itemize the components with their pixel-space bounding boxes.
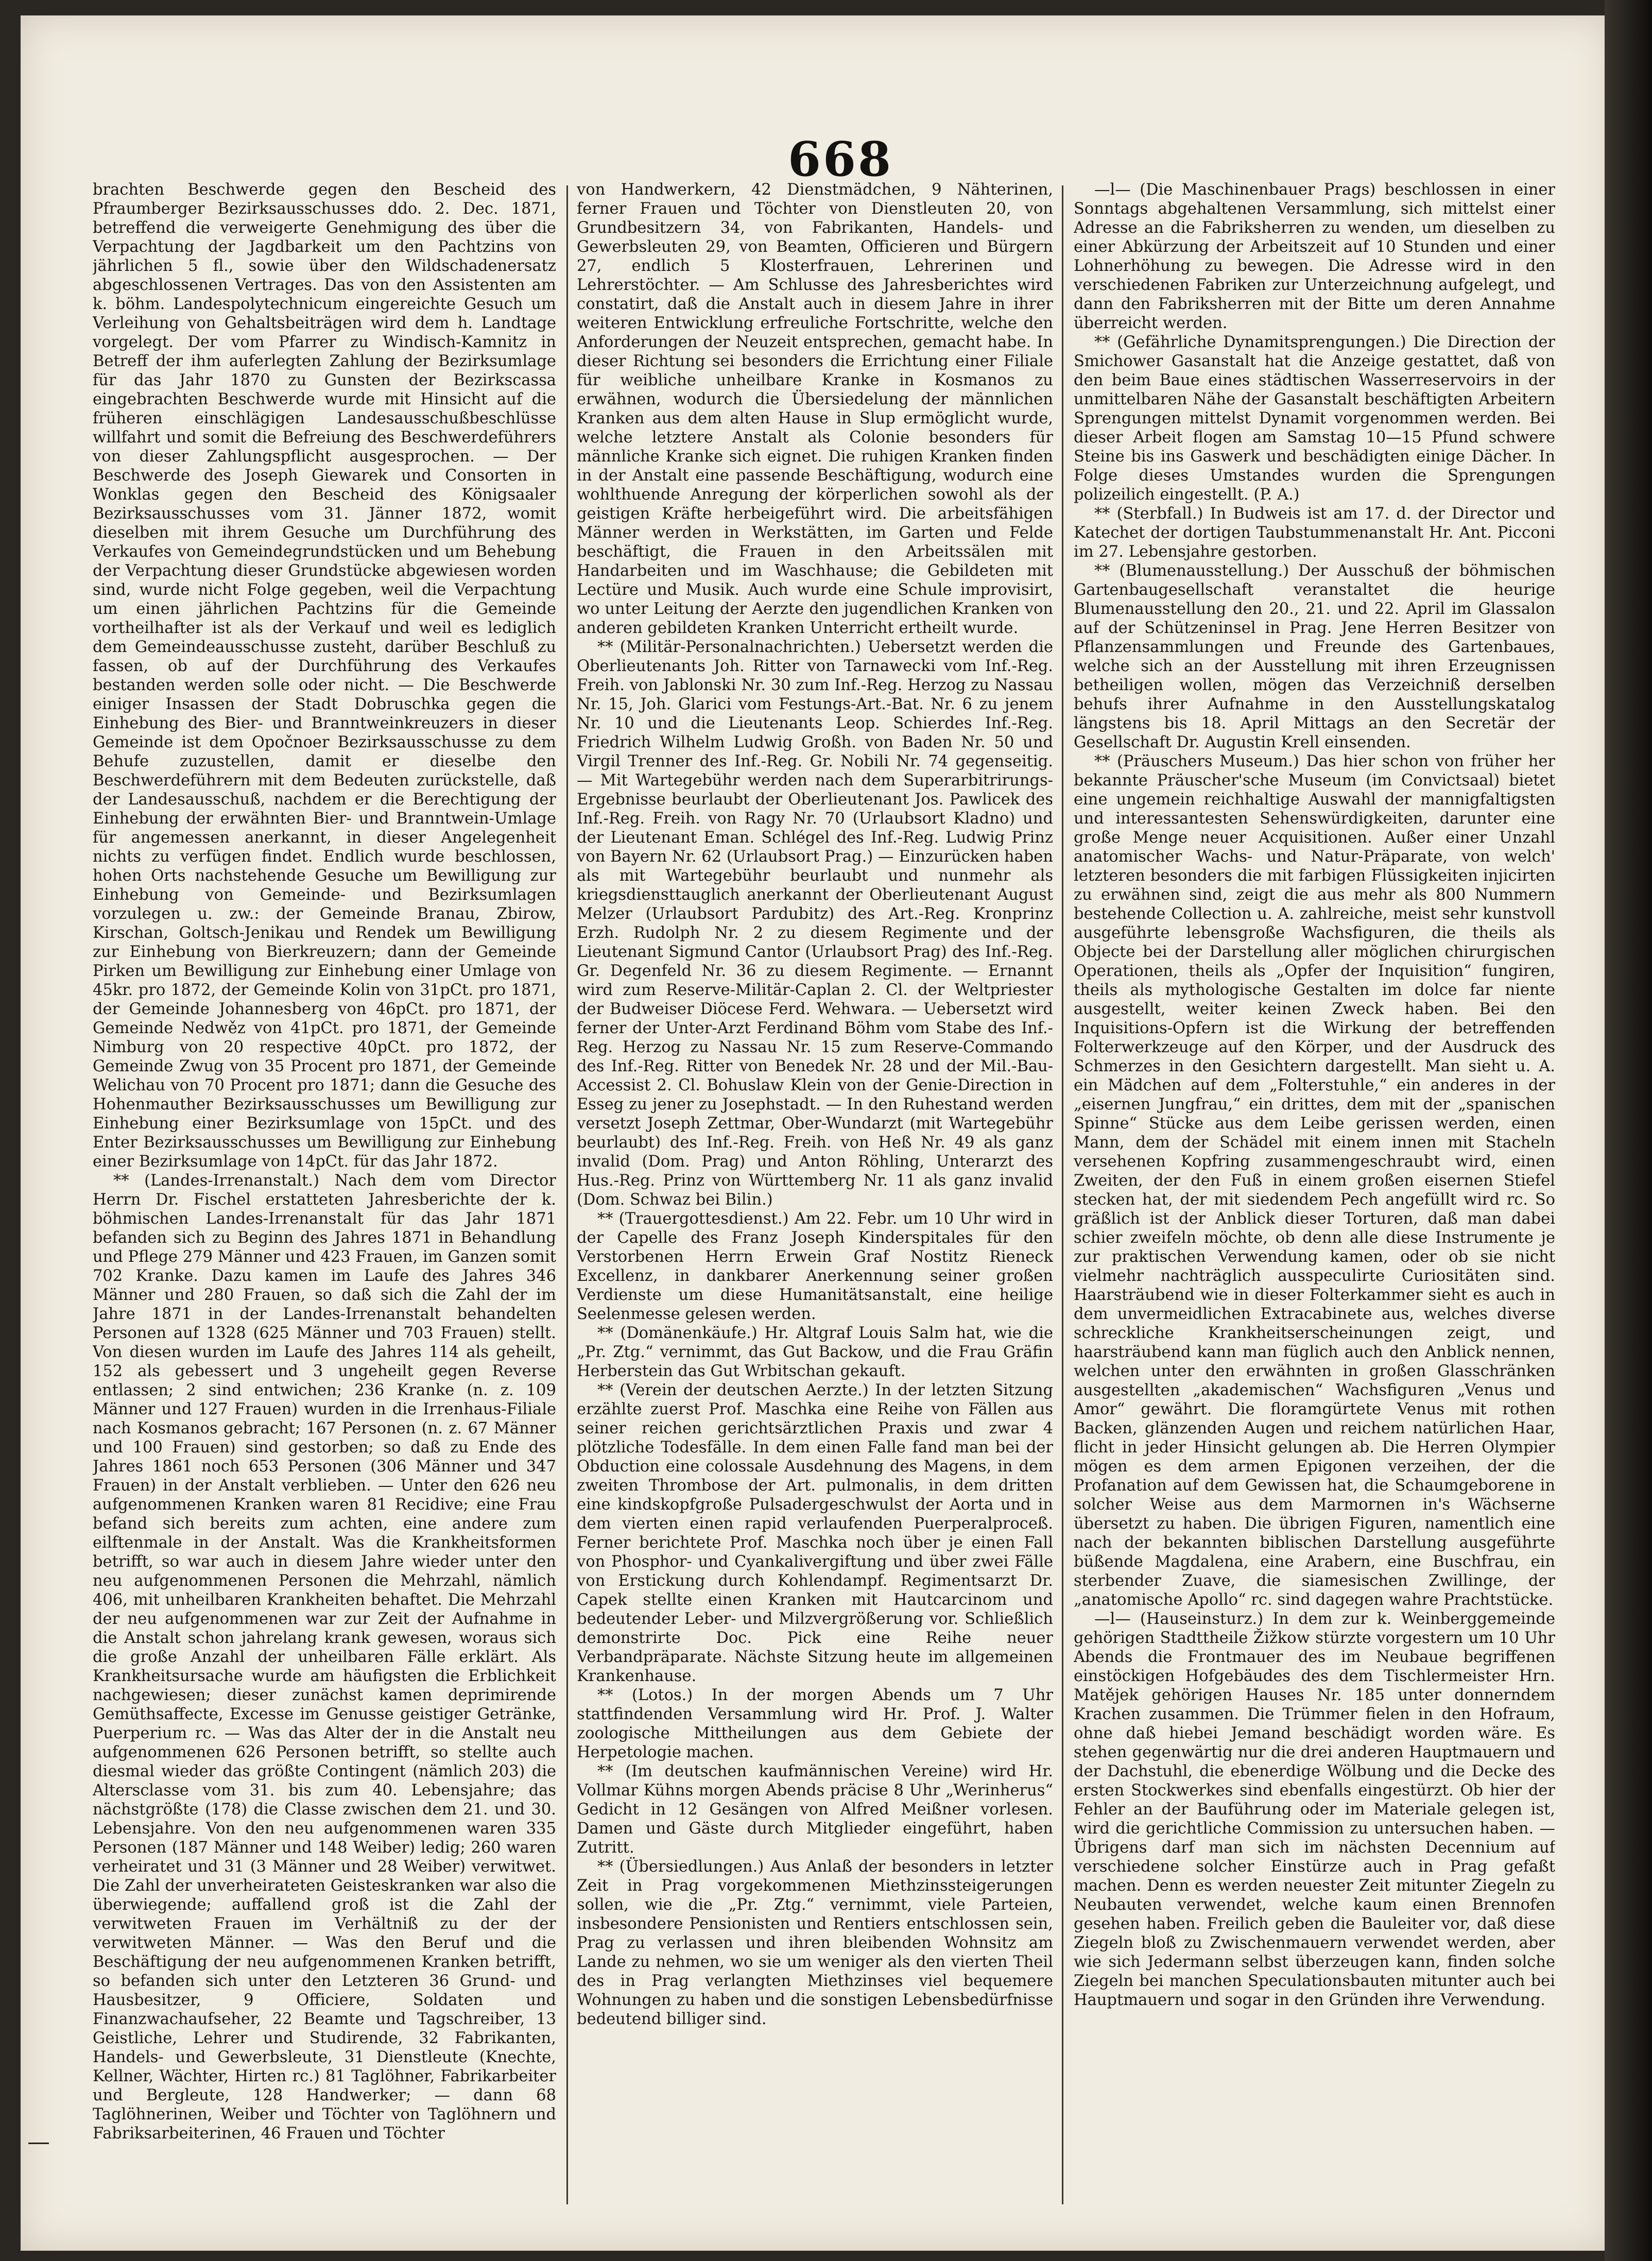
article-paragraph: ** (Landes-Irrenanstalt.) Nach dem vom Director Herrn Dr. Fischel erstatteten Jahresberichte der k. böhmischen Landes-Irrenanstalt für das Jahr 1871 befanden sich zu Beginn des Jahres 1871 in Behandlung und Pflege 279 Männer und 423 Frauen, im Ganzen somit 702 Kranke. Dazu kamen im Laufe des Jahres 346 Männer und 280 Frauen, so daß sich die Zahl der im Jahre 1871 in der Landes-Irrenanstalt behandelten Personen auf 1328 (625 Männer und 703 Frauen) stellt. Von diesen wurden im Laufe des Jahres 114 als geheilt, 152 als gebessert und 3 ungeheilt gegen Reverse entlassen; 2 sind entwichen; 236 Kranke (n. z. 109 Männer und 127 Frauen) wurden in die Irrenhaus-Filiale nach Kosmanos gebracht; 167 Personen (n. z. 67 Männer und 100 Frauen) sind gestorben; so daß zu Ende des Jahres 1861 noch 653 Personen (306 Männer und 347 Frauen) in der Anstalt verblieben. — Unter den 626 neu aufgenommenen Kranken waren 81 Recidive; eine Frau befand sich bereits zum achten, eine andere zum eilftenmale in der Anstalt. Was die Krankheitsformen betrifft, so war auch in diesem Jahre wieder unter den neu aufgenommenen Personen die Mehrzahl, nämlich 406, mit unheilbaren Krankheiten behaftet. Die Mehrzahl der neu aufgenommenen war zur Zeit der Aufnahme in die Anstalt schon jahrelang krank gewesen, woraus sich die große Anzahl der unheilbaren Fälle erklärt. Als Krankheitsursache wurde am häufigsten die Erblichkeit nachgewiesen; dieser zunächst kamen deprimirende Gemüthsaffecte, Excesse im Genusse geistiger Getränke, Puerperium rc. — Was das Alter der in die Anstalt neu aufgenommenen 626 Personen betrifft, so stellte auch diesmal wieder das größte Contingent (nämlich 203) die Altersclasse vom 31. bis zum 40. Lebensjahre; das nächstgrößte (178) die Classe zwischen dem 21. und 30. Lebensjahre. Von den neu aufgenommenen waren 335 Personen (187 Männer und 148 Weiber) ledig; 260 waren verheiratet und 31 (3 Männer und 28 Weiber) verwitwet. Die Zahl der unverheirateten Geisteskranken war also die überwiegende; auffallend groß ist die Zahl der verwitweten Frauen im Verhältniß zu der der verwitweten Männer. — Was den Beruf und die Beschäftigung der neu aufgenommenen Kranken betrifft, so befanden sich unter den Letzteren 36 Grund- und Hausbesitzer, 9 Officiere, Soldaten und Finanzwachaufseher, 22 Beamte und Tagschreiber, 13 Geistliche, Lehrer und Studirende, 32 Fabrikanten, Handels- und Gewerbsleute, 31 Dienstleute (Knechte, Kellner, Wächter, Hirten rc.) 81 Taglöhner, Fabrikarbeiter und Bergleute, 128 Handwerker; — dann 68 Taglöhnerinen, Weiber und Töchter von Taglöhnern und Fabriksarbeiterinen, 46 Frauen und Töchter xyxy=(93,1172,556,2143)
article-paragraph: —l— (Die Maschinenbauer Prags) beschlossen in einer Sonntags abgehaltenen Versammlung, sich mittelst einer Adresse an die Fabriksherren zu wenden, um dieselben zu einer Abkürzung der Arbeitszeit auf 10 Stunden und einer Lohnerhöhung zu bewegen. Die Adresse wird in den verschiedenen Fabriken zur Unterzeichnung aufgelegt, und dann den Fabriksherren mit der Bitte um deren Annahme überreicht werden. xyxy=(1074,181,1555,332)
article-paragraph: ** (Lotos.) In der morgen Abends um 7 Uhr stattfindenden Versammlung wird Hr. Prof. J. Walter zoologische Mittheilungen aus dem Gebiete der Herpetologie machen. xyxy=(577,1686,1053,1761)
article-paragraph: brachten Beschwerde gegen den Bescheid des Pfraumberger Bezirksausschusses ddo. 2. Dec. 1871, betreffend die verweigerte Genehmigung des über die Verpachtung der Jagdbarkeit um den Pachtzins von jährlichen 5 fl., sowie über den Wildschadenersatz abgeschlossenen Vertrages. Das von den Assistenten am k. böhm. Landespolytechnicum eingereichte Gesuch um Verleihung von Gehaltsbeiträgen wird dem h. Landtage vorgelegt. Der vom Pfarrer zu Windisch-Kamnitz in Betreff der ihm auferlegten Zahlung der Bezirksumlage für das Jahr 1870 zu Gunsten der Bezirkscassa eingebrachten Beschwerde wurde mit Hinsicht auf die früheren einschlägigen Landesausschußbeschlüsse willfahrt und somit die Befreiung des Beschwerdeführers von dieser Zahlungspflicht ausgesprochen. — Der Beschwerde des Joseph Giewarek und Consorten in Wonklas gegen den Bescheid des Königsaaler Bezirksausschusses vom 31. Jänner 1872, womit dieselben mit ihrem Gesuche um Durchführung des Verkaufes von Gemeindegrundstücken und um Behebung der Verpachtung dieser Grundstücke abgewiesen worden sind, wurde nicht Folge gegeben, weil die Verpachtung um einen jährlichen Pachtzins für die Gemeinde vortheilhafter ist als der Verkauf und weil es lediglich dem Gemeindeausschusse zusteht, darüber Beschluß zu fassen, ob auf der Durchführung des Verkaufes bestanden werden solle oder nicht. — Die Beschwerde einiger Insassen der Stadt Dobruschka gegen die Einhebung des Bier- und Branntweinkreuzers in dieser Gemeinde ist dem Opočnoer Bezirksausschusse zu dem Behufe zuzustellen, damit er dieselbe den Beschwerdeführern mit dem Bedeuten zurückstelle, daß der Landesausschuß, nachdem er die Berechtigung der Einhebung der erwähnten Bier- und Branntwein-Umlage für angemessen anerkannt, in dieser Angelegenheit nichts zu verfügen findet. Endlich wurde beschlossen, hohen Orts nachstehende Gesuche um Bewilligung zur Einhebung von Gemeinde- und Bezirksumlagen vorzulegen u. zw.: der Gemeinde Branau, Zbirow, Kirschan, Goltsch-Jenikau und Rendek um Bewilligung zur Einhebung von Bierkreuzern; dann der Gemeinde Pirken um Bewilligung zur Einhebung einer Umlage von 45kr. pro 1872, der Gemeinde Kolin von 31pCt. pro 1871, der Gemeinde Johannesberg von 46pCt. pro 1871, der Gemeinde Nedwěz von 41pCt. pro 1871, der Gemeinde Nimburg von 20 respective 40pCt. pro 1872, der Gemeinde Zwug von 35 Procent pro 1871, der Gemeinde Welichau von 70 Procent pro 1871; dann die Gesuche des Hohenmauther Bezirksausschusses um Bewilligung zur Einhebung einer Bezirksumlage von 15pCt. und des Enter Bezirksausschusses um Bewilligung zur Einhebung einer Bezirksumlage von 14pCt. für das Jahr 1872. xyxy=(93,181,556,1171)
article-paragraph: ** (Militär-Personalnachrichten.) Uebersetzt werden die Oberlieutenants Joh. Ritter von Tarnawecki vom Inf.-Reg. Freih. von Jablonski Nr. 30 zum Inf.-Reg. Herzog zu Nassau Nr. 15, Joh. Glarici vom Festungs-Art.-Bat. Nr. 6 zu jenem Nr. 10 und die Lieutenants Leop. Schierdes Inf.-Reg. Friedrich Wilhelm Ludwig Großh. von Baden Nr. 50 und Virgil Trenner des Inf.-Reg. Gr. Nobili Nr. 74 gegenseitig. — Mit Wartegebühr werden nach dem Superarbitrirungs-Ergebnisse beurlaubt der Oberlieutenant Jos. Pawlicek des Inf.-Reg. Freih. von Ragy Nr. 70 (Urlaubsort Kladno) und der Lieutenant Eman. Schlégel des Inf.-Reg. Ludwig Prinz von Bayern Nr. 62 (Urlaubsort Prag.) — Einzurücken haben als mit Wartegebühr beurlaubt und nunmehr als kriegsdiensttauglich anerkannt der Oberlieutenant August Melzer (Urlaubsort Pardubitz) des Art.-Reg. Kronprinz Erzh. Rudolph Nr. 2 zu diesem Regimente und der Lieutenant Sigmund Cantor (Urlaubsort Prag) des Inf.-Reg. Gr. Degenfeld Nr. 36 zu diesem Regimente. — Ernannt wird zum Reserve-Militär-Caplan 2. Cl. der Weltpriester der Budweiser Diöcese Ferd. Wehwara. — Uebersetzt wird ferner der Unter-Arzt Ferdinand Böhm vom Stabe des Inf.-Reg. Herzog zu Nassau Nr. 15 zum Reserve-Commando des Inf.-Reg. Ritter von Benedek Nr. 28 und der Mil.-Bau-Accessist 2. Cl. Bohuslaw Klein von der Genie-Direction in Esseg zu jener zu Josephstadt. — In den Ruhestand werden versetzt Joseph Zettmar, Ober-Wundarzt (mit Wartegebühr beurlaubt) des Inf.-Reg. Freih. von Heß Nr. 49 als ganz invalid (Dom. Prag) und Anton Röhling, Unterarzt des Hus.-Reg. Prinz von Württemberg Nr. 11 als ganz invalid (Dom. Schwaz bei Bilin.) xyxy=(577,638,1053,1209)
column-1 xyxy=(93,180,556,2209)
article-paragraph: von Handwerkern, 42 Dienstmädchen, 9 Nähterinen, ferner Frauen und Töchter von Dienstleuten 20, von Grundbesitzern 34, von Fabrikanten, Handels- und Gewerbsleuten 29, von Beamten, Officieren und Bürgern 27, endlich 5 Klosterfrauen, Lehrerinen und Lehrerstöchter. — Am Schlusse des Jahresberichtes wird constatirt, daß die Anstalt auch in diesem Jahre in ihrer weiteren Entwicklung erfreuliche Fortschritte, welche den Anforderungen der Neuzeit entsprechen, gemacht habe. In dieser Richtung sei besonders die Errichtung einer Filiale für weibliche unheilbare Kranke in Kosmanos zu erwähnen, wodurch die Übersiedelung der männlichen Kranken aus dem alten Hause in Slup ermöglicht wurde, welche letztere Anstalt als Colonie besonders für männliche Kranke sich eignet. Die ruhigen Kranken finden in der Anstalt eine passende Beschäftigung, wodurch eine wohlthuende Anregung der körperlichen sowohl als der geistigen Kräfte herbeigeführt wird. Die arbeitsfähigen Männer werden in Werkstätten, im Garten und Felde beschäftigt, die Frauen in den Arbeitssälen mit Handarbeiten und im Waschhause; die Gebildeten mit Lectüre und Musik. Auch wurde eine Schule improvisirt, wo unter Leitung der Aerzte den jugendlichen Kranken von anderen gebildeten Kranken Unterricht ertheilt wurde. xyxy=(577,181,1053,637)
column-2 xyxy=(577,180,1053,2209)
article-paragraph: ** (Im deutschen kaufmännischen Vereine) wird Hr. Vollmar Kühns morgen Abends präcise 8 Uhr „Werinherus“ Gedicht in 12 Gesängen von Alfred Meißner vorlesen. Damen und Gäste durch Mitglieder eingeführt, haben Zutritt. xyxy=(577,1762,1053,1857)
article-paragraph: ** (Domänenkäufe.) Hr. Altgraf Louis Salm hat, wie die „Pr. Ztg.“ vernimmt, das Gut Backow, und die Frau Gräfin Herberstein das Gut Wrbitschan gekauft. xyxy=(577,1324,1053,1380)
article-paragraph: ** (Blumenausstellung.) Der Ausschuß der böhmischen Gartenbaugesellschaft veranstaltet die heurige Blumenausstellung den 20., 21. und 22. April im Glassalon auf der Schützeninsel in Prag. Jene Herren Besitzer von Pflanzensammlungen und Freunde des Gartenbaues, welche sich an der Ausstellung mit ihren Erzeugnissen betheiligen wollen, mögen das Verzeichniß derselben behufs ihrer Aufnahme in den Ausstellungskatalog längstens bis 18. April Mittags an den Secretär der Gesellschaft Dr. Augustin Krell einsenden. xyxy=(1074,562,1555,751)
column-rule xyxy=(566,185,568,2204)
article-paragraph: ** (Sterbfall.) In Budweis ist am 17. d. der Director und Katechet der dortigen Taubstummenanstalt Hr. Ant. Picconi im 27. Lebensjahre gestorben. xyxy=(1074,505,1555,561)
article-paragraph: ** (Verein der deutschen Aerzte.) In der letzten Sitzung erzählte zuerst Prof. Maschka eine Reihe von Fällen aus seiner reichen gerichtsärztlichen Praxis und zwar 4 plötzliche Todesfälle. In dem einen Falle fand man bei der Obduction eine colossale Ausdehnung des Magens, in dem zweiten Thrombose der Art. pulmonalis, in dem dritten eine kindskopfgroße Pulsadergeschwulst der Aorta und in dem vierten einen rapid verlaufenden Puerperalproceß. Ferner berichtete Prof. Maschka noch über je einen Fall von Phosphor- und Cyankalivergiftung und über zwei Fälle von Erstickung durch Kohlendampf. Regimentsarzt Dr. Capek stellte einen Kranken mit Hautcarcinom und bedeutender Leber- und Milzvergrößerung vor. Schließlich demonstrirte Doc. Pick eine Reihe neuer Verbandpräparate. Nächste Sitzung heute im allgemeinen Krankenhause. xyxy=(577,1381,1053,1685)
article-paragraph: ** (Übersiedlungen.) Aus Anlaß der besonders in letzter Zeit in Prag vorgekommenen Miethzinssteigerungen sollen, wie die „Pr. Ztg.“ vernimmt, viele Parteien, insbesondere Pensionisten und Rentiers entschlossen sein, Prag zu verlassen und ihren bleibenden Wohnsitz am Lande zu nehmen, wo sie um weniger als den vierten Theil des in Prag verlangten Miethzinses viel bequemere Wohnungen zu haben und die sonstigen Lebensbedürfnisse bedeutend billiger sind. xyxy=(577,1858,1053,2028)
scan-edge xyxy=(1605,0,1652,2261)
article-paragraph: —l— (Hauseinsturz.) In dem zur k. Weinberggemeinde gehörigen Stadttheile Žižkow stürzte vorgestern um 10 Uhr Abends die Frontmauer des im Neubaue begriffenen einstöckigen Hofgebäudes des dem Tischlermeister Hrn. Matějek gehörigen Hauses Nr. 185 unter donnerndem Krachen zusammen. Die Trümmer fielen in den Hofraum, ohne daß hiebei Jemand beschädigt worden wäre. Es stehen gegenwärtig nur die drei anderen Hauptmauern und der Dachstuhl, die ebenerdige Wölbung und die Decke des ersten Stockwerkes sind ebenfalls eingestürzt. Ob hier der Fehler an der Bauführung oder im Materiale gelegen ist, wird die gerichtliche Commission zu untersuchen haben. — Übrigens darf man sich im nächsten Decennium auf verschiedene solcher Einstürze auch in Prag gefaßt machen. Denn es werden neuester Zeit mitunter Ziegeln zu Neubauten verwendet, welche kaum einen Brennofen gesehen haben. Freilich geben die Bauleiter vor, daß diese Ziegeln bloß zu Zwischenmauern verwendet werden, aber wie sich Jedermann selbst überzeugen kann, finden solche Ziegeln bei manchen Speculationsbauten mitunter auch bei Hauptmauern und sogar in den Gründen ihre Verwendung. xyxy=(1074,1610,1555,2009)
article-paragraph: ** (Gefährliche Dynamitsprengungen.) Die Direction der Smichower Gasanstalt hat die Anzeige gestattet, daß von den beim Baue eines städtischen Wasserreservoirs in der unmittelbaren Nähe der Gasanstalt beschäftigten Arbeitern Sprengungen mittelst Dynamit vorgenommen werden. Bei dieser Arbeit flogen am Samstag 10—15 Pfund schwere Steine bis ins Gaswerk und beschädigten einige Dächer. In Folge dieses Umstandes wurden die Sprengungen polizeilich eingestellt. (P. A.) xyxy=(1074,333,1555,504)
page-number: 668 xyxy=(788,131,893,187)
article-paragraph: ** (Trauergottesdienst.) Am 22. Febr. um 10 Uhr wird in der Capelle des Franz Joseph Kinderspitales für den Verstorbenen Herrn Erwein Graf Nostitz Rieneck Excellenz, in dankbarer Anerkennung seiner großen Verdienste um diese Humanitätsanstalt, eine heilige Seelenmesse gelesen werden. xyxy=(577,1210,1053,1323)
article-paragraph: ** (Präuschers Museum.) Das hier schon von früher her bekannte Präuscher'sche Museum (im Convictsaal) bietet eine ungemein reichhaltige Auswahl der mannigfaltigsten und interessantesten Sehenswürdigkeiten, darunter eine große Menge neuer Acquisitionen. Außer einer Unzahl anatomischer Wachs- und Natur-Präparate, von welch' letzteren besonders die mit farbigen Flüssigkeiten injicirten zu erwähnen sind, zeigt die aus mehr als 800 Nummern bestehende Collection u. A. zahlreiche, meist sehr kunstvoll ausgeführte lebensgroße Wachsfiguren, die theils als Objecte bei der Darstellung aller möglichen chirurgischen Operationen, theils als „Opfer der Inquisition“ fungiren, theils als mythologische Gestalten im dolce far niente ausgestellt, weiter keinen Zweck haben. Bei den Inquisitions-Opfern ist die Wirkung der betreffenden Folterwerkzeuge auf den Körper, und der Ausdruck des Schmerzes in den Gesichtern dargestellt. Man sieht u. A. ein Mädchen auf dem „Folterstuhle,“ ein anderes in der „eisernen Jungfrau,“ ein drittes, dem mit der „spanischen Spinne“ Stücke aus dem Leibe gerissen werden, einen Mann, dem der Schädel mit einem innen mit Stacheln versehenen Kopfring zusammengeschraubt wird, einen Zweiten, der den Fuß in einem großen eisernen Stiefel stecken hat, der mit siedendem Pech angefüllt wird rc. So gräßlich ist der Anblick dieser Torturen, daß man dabei schier zweifeln möchte, ob denn alle diese Instrumente je zur praktischen Verwendung kamen, oder ob sie nicht vielmehr nachträglich ausspeculirte Curiositäten sind. Haarsträubend wie in dieser Folterkammer sieht es auch in dem unvermeidlichen Extracabinete aus, welches diverse schreckliche Krankheitserscheinungen zeigt, und haarsträubend kann man füglich auch den Anblick nennen, welchen unter den erwähnten in großen Glasschränken ausgestellten „akademischen“ Wachsfiguren „Venus und Amor“ gewährt. Die floramgürtete Venus mit rothen Backen, glänzenden Augen und reichem natürlichen Haar, flicht in jeder Hinsicht gelungen ab. Die Herren Olympier mögen es dem armen Epigonen verzeihen, der die Profanation auf dem Gewissen hat, die Schaumgeborene in solcher Weise aus dem Marmornen in's Wächserne übersetzt zu haben. Die übrigen Figuren, namentlich eine nach der bekannten biblischen Darstellung ausgeführte büßende Magdalena, eine Arabern, eine Buschfrau, ein sterbender Zuave, die siamesischen Zwillinge, der „anatomische Apollo“ rc. sind dagegen wahre Prachtstücke. xyxy=(1074,752,1555,1609)
margin-mark xyxy=(28,2143,49,2144)
column-3 xyxy=(1074,180,1555,2209)
column-rule xyxy=(1062,185,1063,2204)
